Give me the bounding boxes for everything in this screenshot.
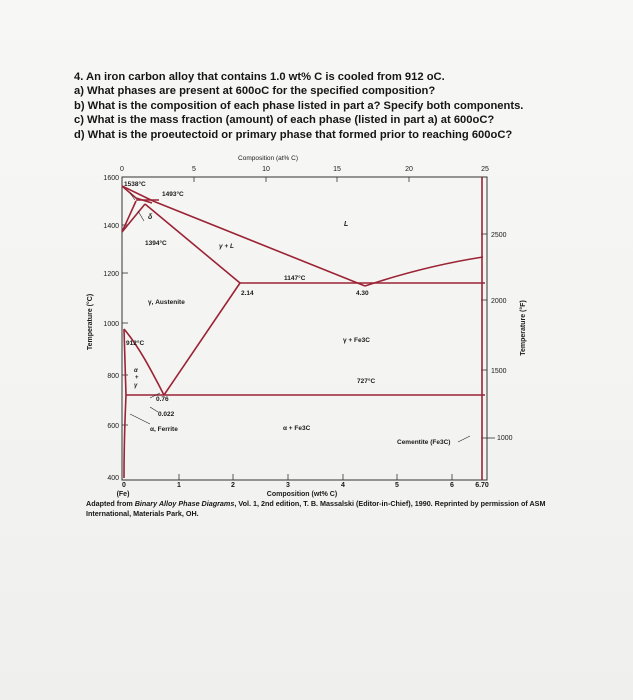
top-tick: 15 [333, 166, 341, 173]
left-axis-title: Temperature (°C) [87, 293, 94, 351]
left-tick: 1200 [103, 271, 119, 278]
bottom-tick: 0 [122, 482, 126, 489]
label-gamma-fe3c: γ + Fe3C [343, 337, 370, 344]
bottom-tick: 6 [450, 482, 454, 489]
question-part-a: a) What phases are present at 600oC for the specified composition? [74, 85, 436, 98]
question-part-c: c) What is the mass fraction (amount) of each phase (listed in part a) at 600oC? [74, 114, 495, 127]
label-ferrite: α, Ferrite [150, 426, 178, 433]
label-alpha-gamma-a: α [134, 368, 138, 374]
bottom-tick: 1 [177, 482, 181, 489]
caption-book-title: Binary Alloy Phase Diagrams [134, 499, 235, 508]
bottom-tick: 4 [341, 482, 345, 489]
label-1493: 1493°C [162, 191, 184, 198]
liquidus-left [153, 201, 365, 286]
bottom-tick: 3 [286, 482, 290, 489]
left-tick: 1000 [103, 321, 119, 328]
bottom-axis-title: Composition (wt% C) [266, 491, 338, 498]
top-axis-ticks [120, 166, 489, 173]
label-2-14: 2.14 [241, 290, 254, 297]
top-axis-title: Composition (at% C) [238, 155, 298, 162]
label-0-022: 0.022 [158, 411, 175, 418]
caption-prefix: Adapted from [86, 499, 135, 508]
right-tick: 2500 [491, 232, 507, 239]
alpha-solvus [124, 395, 126, 478]
left-tick: 800 [107, 373, 119, 380]
left-tick: 600 [107, 423, 119, 430]
left-tick: 400 [107, 475, 119, 482]
left-axis-ticks [103, 175, 119, 482]
top-tick: 25 [481, 166, 489, 173]
label-1394: 1394°C [145, 240, 167, 247]
label-4-30: 4.30 [356, 290, 369, 297]
right-axis-title: Temperature (°F) [520, 300, 527, 356]
diagram-labels [124, 180, 450, 446]
label-liquid: L [344, 221, 349, 228]
bottom-tick: 5 [395, 482, 399, 489]
bottom-tick: 6.70 [475, 482, 489, 489]
figure-caption [86, 499, 556, 518]
alpha-solvus-upper [124, 329, 126, 395]
top-tick: 10 [262, 166, 270, 173]
left-tick: 1400 [103, 223, 119, 230]
right-tick: 2000 [491, 298, 507, 305]
label-gamma-l: γ + L [219, 243, 234, 250]
question-part-d: d) What is the proeutectoid or primary phase that formed prior to reaching 600oC? [74, 128, 513, 141]
phase-boundaries [122, 177, 485, 480]
label-alpha-fe3c: α + Fe3C [283, 425, 311, 432]
label-delta: δ [148, 214, 153, 221]
a3-line [124, 329, 164, 395]
label-alpha-gamma-g: γ [134, 383, 138, 389]
label-912: 912°C [126, 340, 145, 347]
question-title: 4. An iron carbon alloy that contains 1.0 wt% C is cooled from 912 oC. [74, 71, 445, 83]
plot-frame [122, 177, 487, 480]
liquidus-right [365, 257, 483, 286]
caption-rest: , Vol. 1, 2nd edition, T. B. Massalski (Editor-in-Chief), 1990. Reprinted by permission of ASM International, Materials Park, OH. [86, 499, 546, 518]
right-tick: 1500 [491, 368, 507, 375]
top-tick: 0 [120, 166, 124, 173]
top-tick: 5 [192, 166, 196, 173]
bottom-origin-label: (Fe) [116, 491, 130, 498]
bottom-tick: 2 [231, 482, 235, 489]
right-tick: 1000 [497, 435, 513, 442]
label-alpha-gamma-plus: + [135, 375, 139, 381]
label-austenite: γ, Austenite [148, 299, 185, 306]
bottom-axis-ticks [122, 482, 489, 489]
label-1147: 1147°C [284, 275, 306, 282]
label-cementite: Cementite (Fe3C) [397, 439, 451, 446]
question-part-b: b) What is the composition of each phase listed in part a? Specify both components. [74, 99, 524, 112]
label-1538: 1538°C [124, 181, 146, 188]
label-0-76: 0.76 [156, 396, 169, 403]
right-axis-ticks [491, 232, 513, 442]
left-tick: 1600 [103, 175, 119, 182]
label-727: 727°C [357, 378, 376, 385]
top-tick: 20 [405, 166, 413, 173]
